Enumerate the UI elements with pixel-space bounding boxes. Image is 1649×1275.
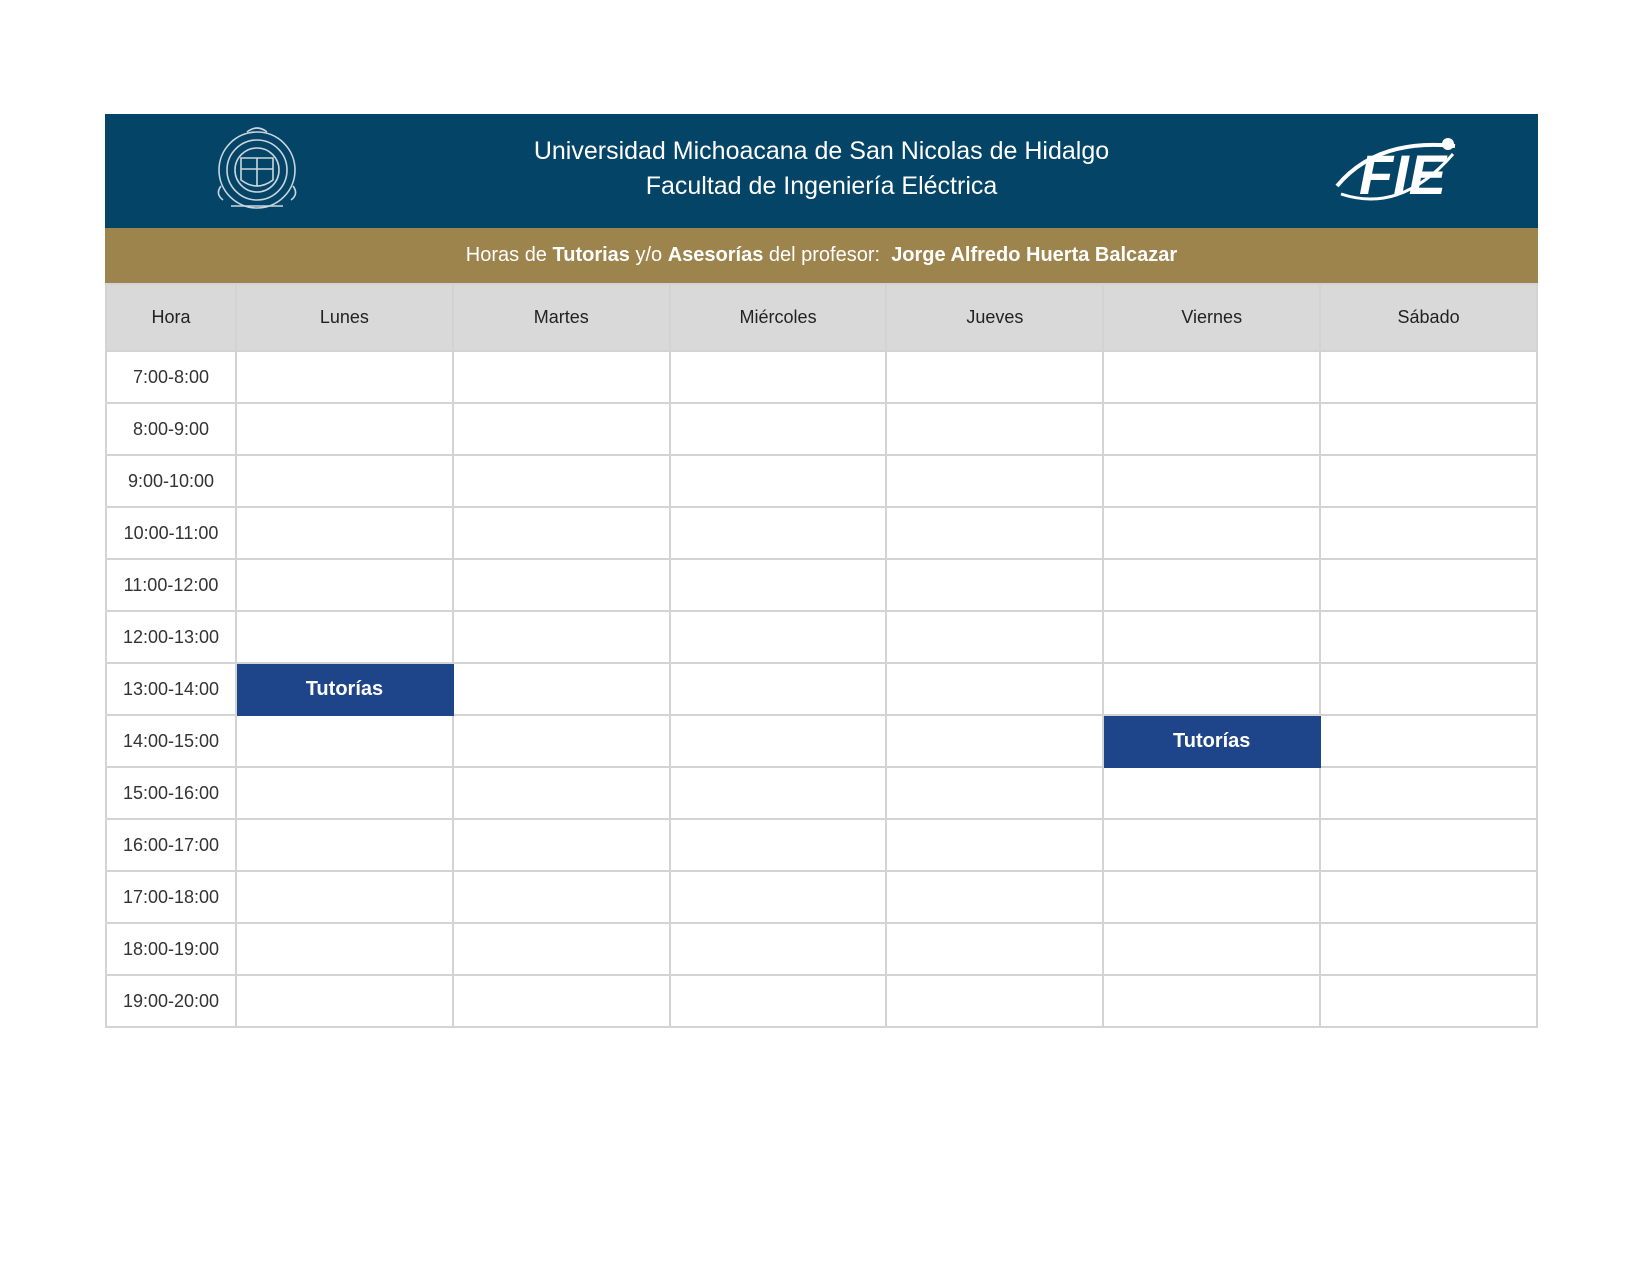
- subbar-asesorias: Asesorías: [667, 244, 764, 266]
- schedule-cell: [670, 923, 887, 975]
- professor-name: Jorge Alfredo Huerta Balcazar: [891, 244, 1178, 266]
- schedule-cell: [453, 403, 670, 455]
- fie-logo: [1333, 124, 1463, 214]
- schedule-cell: [1103, 507, 1320, 559]
- schedule-cell: [453, 663, 670, 715]
- schedule-cell: [670, 351, 887, 403]
- schedule-cell: [1103, 403, 1320, 455]
- hour-cell: 13:00-14:00: [106, 663, 236, 715]
- schedule-cell: [453, 715, 670, 767]
- schedule-cell: [670, 611, 887, 663]
- schedule-cell: [236, 819, 453, 871]
- column-header-day: Sábado: [1320, 284, 1537, 351]
- university-name: Universidad Michoacana de San Nicolas de Hidalgo: [533, 137, 1110, 165]
- schedule-cell: [670, 403, 887, 455]
- schedule-cell: [886, 767, 1103, 819]
- schedule-cell: [236, 767, 453, 819]
- table-row: [106, 923, 1537, 975]
- schedule-sheet: [105, 114, 1538, 1028]
- fie-logo-text: FIE: [1359, 143, 1447, 206]
- schedule-cell: [1103, 663, 1320, 715]
- hour-cell: 14:00-15:00: [106, 715, 236, 767]
- schedule-table: [105, 283, 1538, 1028]
- schedule-cell: [236, 611, 453, 663]
- schedule-cell: [1320, 611, 1537, 663]
- column-header-day: Viernes: [1103, 284, 1320, 351]
- hour-cell: 7:00-8:00: [106, 351, 236, 403]
- schedule-cell: [1320, 507, 1537, 559]
- faculty-name: Facultad de Ingeniería Eléctrica: [645, 172, 998, 200]
- table-row: [106, 559, 1537, 611]
- schedule-cell: [453, 559, 670, 611]
- schedule-cell: [1320, 975, 1537, 1027]
- hour-cell: 9:00-10:00: [106, 455, 236, 507]
- hour-cell: 12:00-13:00: [106, 611, 236, 663]
- schedule-cell: [886, 507, 1103, 559]
- schedule-cell: [236, 975, 453, 1027]
- schedule-cell: [236, 351, 453, 403]
- hour-cell: 11:00-12:00: [106, 559, 236, 611]
- schedule-cell: [453, 767, 670, 819]
- hour-cell: 17:00-18:00: [106, 871, 236, 923]
- column-header-day: Miércoles: [670, 284, 887, 351]
- schedule-cell: [670, 663, 887, 715]
- schedule-cell: [453, 819, 670, 871]
- schedule-cell: [1320, 455, 1537, 507]
- schedule-cell: [1103, 455, 1320, 507]
- schedule-cell: [886, 923, 1103, 975]
- schedule-cell: [453, 975, 670, 1027]
- schedule-cell: [670, 559, 887, 611]
- subbar-middle: y/o: [629, 244, 668, 266]
- hour-cell: 10:00-11:00: [106, 507, 236, 559]
- table-row: [106, 767, 1537, 819]
- schedule-cell: [453, 455, 670, 507]
- hour-cell: 19:00-20:00: [106, 975, 236, 1027]
- schedule-cell: [236, 559, 453, 611]
- table-row: [106, 403, 1537, 455]
- column-header-day: Jueves: [886, 284, 1103, 351]
- schedule-cell: [886, 975, 1103, 1027]
- schedule-cell: [1320, 923, 1537, 975]
- schedule-cell: [886, 663, 1103, 715]
- table-row: [106, 455, 1537, 507]
- schedule-cell: [453, 871, 670, 923]
- schedule-body: [106, 351, 1537, 1027]
- schedule-cell: [1320, 559, 1537, 611]
- column-header-day: Martes: [453, 284, 670, 351]
- schedule-cell: [670, 871, 887, 923]
- hour-cell: 16:00-17:00: [106, 819, 236, 871]
- schedule-cell: [453, 507, 670, 559]
- schedule-cell: [236, 507, 453, 559]
- schedule-cell: [236, 871, 453, 923]
- schedule-cell: [886, 871, 1103, 923]
- schedule-cell: [1320, 871, 1537, 923]
- schedule-cell: [670, 715, 887, 767]
- column-header-day: Lunes: [236, 284, 453, 351]
- table-row: [106, 871, 1537, 923]
- schedule-cell: [1103, 559, 1320, 611]
- schedule-cell: [1320, 767, 1537, 819]
- subbar-prefix: Horas de: [465, 244, 553, 266]
- schedule-cell: [1103, 871, 1320, 923]
- schedule-cell: [453, 923, 670, 975]
- schedule-cell: [670, 455, 887, 507]
- table-row: [106, 663, 1537, 715]
- professor-bar: [105, 228, 1538, 283]
- subbar-tutorias: Tutorias: [552, 244, 630, 266]
- subbar-professor-label: del profesor:: [763, 244, 892, 266]
- schedule-cell: [1320, 819, 1537, 871]
- schedule-cell: [1103, 611, 1320, 663]
- schedule-cell: [236, 403, 453, 455]
- header-row: [106, 284, 1537, 351]
- schedule-cell: [236, 455, 453, 507]
- schedule-cell: [886, 715, 1103, 767]
- schedule-cell: [1103, 819, 1320, 871]
- schedule-cell: [886, 351, 1103, 403]
- schedule-cell: [1320, 715, 1537, 767]
- hour-cell: 18:00-19:00: [106, 923, 236, 975]
- schedule-cell: [1320, 403, 1537, 455]
- schedule-cell: [1103, 923, 1320, 975]
- schedule-cell: [886, 559, 1103, 611]
- schedule-cell: [886, 403, 1103, 455]
- table-row: [106, 611, 1537, 663]
- schedule-cell: [1320, 351, 1537, 403]
- column-header-hora: Hora: [106, 284, 236, 351]
- hour-cell: 15:00-16:00: [106, 767, 236, 819]
- schedule-cell: [670, 507, 887, 559]
- schedule-cell: [886, 819, 1103, 871]
- table-row: [106, 975, 1537, 1027]
- schedule-cell: [453, 351, 670, 403]
- schedule-cell: [1103, 767, 1320, 819]
- schedule-cell: [236, 923, 453, 975]
- schedule-cell: [1103, 351, 1320, 403]
- schedule-cell: [886, 611, 1103, 663]
- table-row: [106, 507, 1537, 559]
- schedule-cell: [670, 975, 887, 1027]
- header-banner: [105, 114, 1538, 228]
- schedule-cell: [1320, 663, 1537, 715]
- schedule-cell: [1103, 975, 1320, 1027]
- schedule-cell: [453, 611, 670, 663]
- tutoria-slot: Tutorías: [1103, 715, 1320, 767]
- schedule-cell: [670, 767, 887, 819]
- table-row: [106, 715, 1537, 767]
- hour-cell: 8:00-9:00: [106, 403, 236, 455]
- table-row: [106, 351, 1537, 403]
- table-row: [106, 819, 1537, 871]
- schedule-cell: [886, 455, 1103, 507]
- tutoria-slot: Tutorías: [236, 663, 453, 715]
- schedule-cell: [236, 715, 453, 767]
- schedule-cell: [670, 819, 887, 871]
